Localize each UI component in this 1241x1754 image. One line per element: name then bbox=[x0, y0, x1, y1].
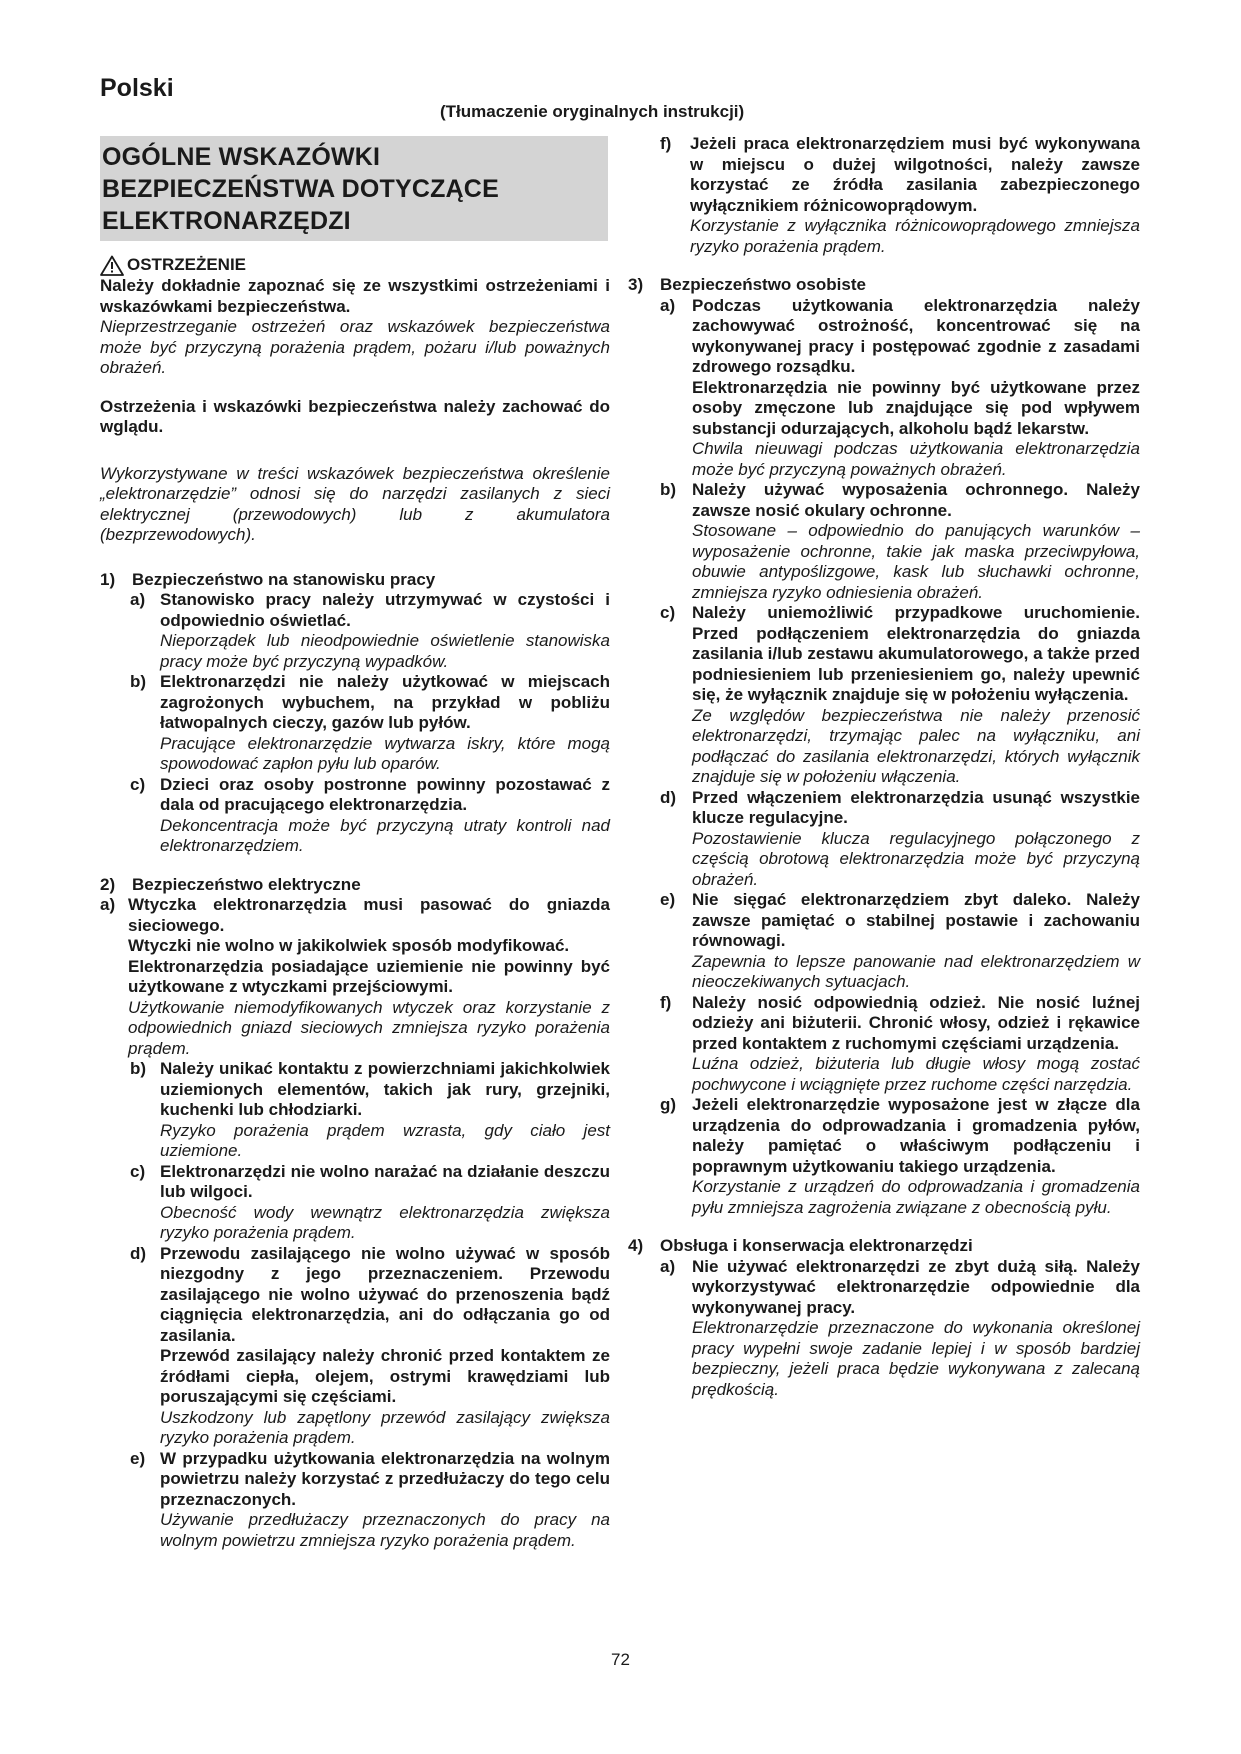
warning-triangle-icon bbox=[100, 255, 124, 276]
section-2-item-d: d) Przewodu zasilającego nie wolno używać w sposób niezgodny z jego przeznaczeniem. Przewodu zasilającego nie wolno używać do przenoszenia bądź ciągnięcia elektronarzędzia, ani do odłączania go od zasilania. Przewód zasilający należy chronić przed kontaktem ze źródłami ciepła, olejem, ostrymi krawędziami lub poruszającymi się częściami. Uszkodzony lub zapętlony przewód zasilający zwiększa ryzyko porażenia prądem. bbox=[130, 1243, 610, 1447]
section-4-title: 4) Obsługa i konserwacja elektronarzędzi bbox=[628, 1236, 973, 1255]
warning-label: OSTRZEŻENIE bbox=[127, 255, 247, 275]
section-2-item-b: b) Należy unikać kontaktu z powierzchniami jakichkolwiek uziemionych elementów, takich jak rury, grzejniki, kuchenki lub chłodziarki. Ryzyko porażenia prądem wzrasta, gdy ciało jest uziemione. bbox=[130, 1059, 610, 1160]
section-3-item-b: b) Należy używać wyposażenia ochronnego. Należy zawsze nosić okulary ochronne. Stosowane – odpowiednio do panujących warunków – wyposażenie ochronne, takie jak maska przeciwpyłowa, obuwie antypoślizgowe, kask lub słuchawki ochronne, zmniejsza ryzyko odniesienia obrażeń. bbox=[660, 480, 1140, 602]
section-3-item-a: a) Podczas użytkowania elektronarzędzia należy zachowywać ostrożność, koncentrować się na wykonywanej pracy i postępować zgodnie z zasadami zdrowego rozsądku. Elektronarzędzia nie powinny być użytkowane przez osoby zmęczone lub znajdujące się pod wpływem substancji odurzających, alkoholu bądź lekarstw. Chwila nieuwagi podczas użytkowania elektronarzędzia może być przyczyną poważnych obrażeń. bbox=[660, 295, 1140, 479]
warning-header bbox=[100, 255, 610, 276]
section-1-item-b: b) Elektronarzędzi nie należy użytkować w miejscach zagrożonych wybuchem, na przykład w pobliżu łatwopalnych cieczy, gazów lub pyłów. Pracujące elektronarzędzie wytwarza iskry, które mogą spowodować zapłon pyłu lub oparów. bbox=[130, 672, 610, 773]
section-heading: OGÓLNE WSKAZÓWKI BEZPIECZEŃSTWA DOTYCZĄCE ELEKTRONARZĘDZI bbox=[100, 136, 608, 241]
section-2-item-a: a) Wtyczka elektronarzędzia musi pasować do gniazda sieciowego. Wtyczki nie wolno w jakikolwiek sposób modyfikować. Elektronarzędzia posiadające uziemienie nie powinny być użytkowane z wtyczkami przejściowymi. Użytkowanie niemodyfikowanych wtyczek oraz korzystanie z odpowiednich gniazd sieciowych zmniejsza ryzyko porażenia prądem. bbox=[100, 895, 610, 1058]
warning-bold-text: Należy dokładnie zapoznać się ze wszystkimi ostrzeżeniami i wskazówkami bezpieczeństwa. bbox=[100, 276, 610, 316]
section-2-item-e: e) W przypadku użytkowania elektronarzędzia na wolnym powietrzu należy korzystać z przedłużaczy do tego celu przeznaczonych. Używanie przedłużaczy przeznaczonych do pracy na wolnym powietrzu zmniejsza ryzyko porażenia prądem. bbox=[130, 1448, 610, 1550]
section-1-title: 1) Bezpieczeństwo na stanowisku pracy bbox=[100, 569, 436, 589]
warning-italic-text: Nieprzestrzeganie ostrzeżeń oraz wskazówek bezpieczeństwa może być przyczyną porażenia prądem, pożaru i/lub poważnych obrażeń. bbox=[100, 317, 610, 377]
section-3-title: 3) Bezpieczeństwo osobiste bbox=[628, 275, 866, 294]
section-3-item-g: g) Jeżeli elektronarzędzie wyposażone jest w złącze dla urządzenia do odprowadzania i gromadzenia pyłów, należy pamiętać o właściwym podłączeniu i poprawnym użytkowaniu takiego urządzenia. Korzystanie z urządzeń do odprowadzania i gromadzenia pyłu zmniejsza zagrożenia związane z obecnością pyłu. bbox=[660, 1095, 1140, 1217]
page-number: 72 bbox=[611, 1650, 630, 1669]
document-subtitle: (Tłumaczenie oryginalnych instrukcji) bbox=[440, 102, 745, 121]
section-2-title: 2) Bezpieczeństwo elektryczne bbox=[100, 874, 361, 894]
section-3-item-f: f) Należy nosić odpowiednią odzież. Nie nosić luźnej odzieży ani biżuterii. Chronić włosy, odzież i rękawice przed kontaktem z ruchomymi częściami urządzenia. Luźna odzież, biżuteria lub długie włosy mogą zostać pochwycone i wciągnięte przez ruchome części narzędzia. bbox=[660, 992, 1140, 1094]
section-3-item-e: e) Nie sięgać elektronarzędziem zbyt daleko. Należy zawsze pamiętać o stabilnej postawie i zachowaniu równowagi. Zapewnia to lepsze panowanie nad elektronarzędziem w nieoczekiwanych sytuacjach. bbox=[660, 890, 1140, 991]
definition-text: Wykorzystywane w treści wskazówek bezpieczeństwa określenie „elektronarzędzie” odnosi się do narzędzi zasilanych z sieci elektrycznej (przewodowych) lub z akumulatora (bezprzewodowych). bbox=[100, 463, 610, 544]
section-2-item-f: f) Jeżeli praca elektronarzędziem musi być wykonywana w miejscu o dużej wilgotności, należy zawsze korzystać ze źródła zasilania zabezpieczonego wyłącznikiem różnicowoprądowym. Korzystanie z wyłącznika różnicowoprądowego zmniejsza ryzyko porażenia prądem. bbox=[660, 134, 1140, 256]
section-3-item-c: c) Należy uniemożliwić przypadkowe uruchomienie. Przed podłączeniem elektronarzędzia do gniazda zasilania i/lub zestawu akumulatorowego, a także przed podniesieniem lub przeniesieniem go, należy upewnić się, że wyłącznik znajduje się w położeniu wyłączenia. Ze względów bezpieczeństwa nie należy przenosić elektronarzędzi, trzymając palec na wyłączniku, ani podłączać do zasilania elektronarzędzi, których wyłącznik znajduje się w położeniu włączenia. bbox=[660, 603, 1140, 786]
section-3-item-d: d) Przed włączeniem elektronarzędzia usunąć wszystkie klucze regulacyjne. Pozostawienie klucza regulacyjnego połączonego z częścią obrotową elektronarzędzia może być przyczyną obrażeń. bbox=[660, 787, 1140, 889]
left-column bbox=[100, 136, 610, 1551]
section-1-item-a: a) Stanowisko pracy należy utrzymywać w czystości i odpowiednio oświetlać. Nieporządek lub nieodpowiednie oświetlenie stanowiska pracy może być przyczyną wypadków. bbox=[130, 590, 610, 671]
keep-instructions-text: Ostrzeżenia i wskazówki bezpieczeństwa należy zachować do wglądu. bbox=[100, 396, 610, 436]
right-column bbox=[628, 134, 1140, 1400]
section-1-item-c: c) Dzieci oraz osoby postronne powinny pozostawać z dala od pracującego elektronarzędzia. Dekoncentracja może być przyczyną utraty kontroli nad elektronarzędziem. bbox=[130, 774, 610, 855]
section-2-item-c: c) Elektronarzędzi nie wolno narażać na działanie deszczu lub wilgoci. Obecność wody wewnątrz elektronarzędzia zwiększa ryzyko porażenia prądem. bbox=[130, 1161, 610, 1242]
language-label: Polski bbox=[100, 74, 174, 102]
section-4-item-a: a) Nie używać elektronarzędzi ze zbyt dużą siłą. Należy wykorzystywać elektronarzędzie odpowiednie dla wykonywanej pracy. Elektronarzędzie przeznaczone do wykonania określonej pracy wypełni swoje zadanie lepiej i w sposób bardziej bezpieczny, jeżeli praca będzie wykonywana z zalecaną prędkością. bbox=[660, 1256, 1140, 1399]
